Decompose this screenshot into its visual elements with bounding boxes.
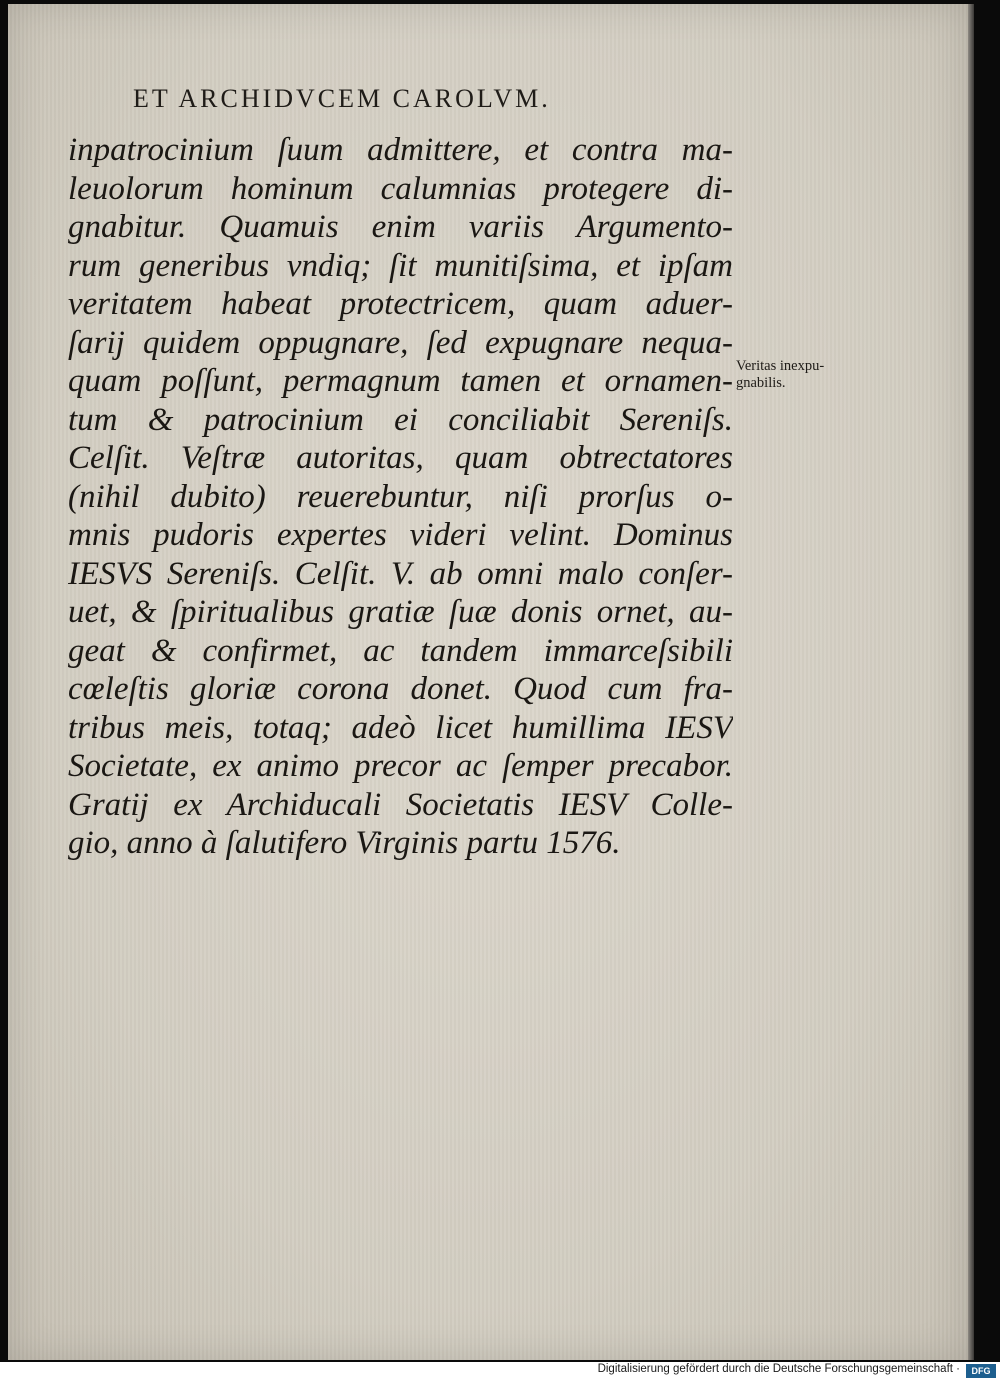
text-line: geat & confirmet, ac tandem immarceſsibili	[68, 632, 733, 669]
marginal-note-line: gnabilis.	[736, 375, 786, 391]
body-text	[68, 131, 733, 863]
text-line: gio, anno à ſalutifero Virginis partu 1576.	[68, 825, 621, 861]
text-line: ſarij quidem oppugnare, ſed expugnare nequa-	[68, 324, 733, 361]
text-line: rum generibus vndiq; ſit munitiſsima, et ipſam	[68, 247, 733, 284]
text-line: gnabitur. Quamuis enim variis Argumento-	[68, 209, 733, 245]
footer-bar	[0, 1362, 1000, 1381]
text-line: (nihil dubito) reuerebuntur, niſi prorſus o-	[68, 478, 733, 515]
text-line: Gratij ex Archiducali Societatis IESV Colle-	[68, 786, 733, 823]
running-head: ET ARCHIDVCEM CAROLVM.	[133, 84, 551, 113]
text-line: inpatrocinium ſuum admittere, et contra ma-	[68, 132, 733, 168]
marginal-note-line: Veritas inexpu-	[736, 358, 825, 374]
text-line: leuolorum hominum calumnias protegere di-	[68, 170, 733, 207]
text-line: tribus meis, totaq; adeò licet humillima IESV	[68, 709, 733, 746]
text-line: quam poſſunt, permagnum tamen et ornamen-	[68, 363, 733, 399]
text-line: Celſit. Veſtræ autoritas, quam obtrectatores	[68, 440, 733, 476]
text-line: cœleſtis gloriæ corona donet. Quod cum fra-	[68, 671, 733, 707]
page-edge	[968, 4, 974, 1360]
text-line: uet, & ſpiritualibus gratiæ ſuæ donis ornet, au-	[68, 594, 733, 630]
text-line: veritatem habeat protectricem, quam aduer-	[68, 286, 733, 322]
text-line: tum & patrocinium ei conciliabit Sereniſs.	[68, 401, 733, 438]
marginal-note	[736, 358, 871, 392]
text-line: IESVS Sereniſs. Celſit. V. ab omni malo conſer-	[68, 555, 733, 592]
text-line: mnis pudoris expertes videri velint. Dominus	[68, 517, 733, 553]
dfg-logo[interactable]: DFG	[966, 1364, 996, 1378]
text-line: Societate, ex animo precor ac ſemper precabor.	[68, 748, 733, 784]
funding-credit: Digitalisierung gefördert durch die Deutsche Forschungsgemeinschaft ·	[597, 1363, 960, 1375]
